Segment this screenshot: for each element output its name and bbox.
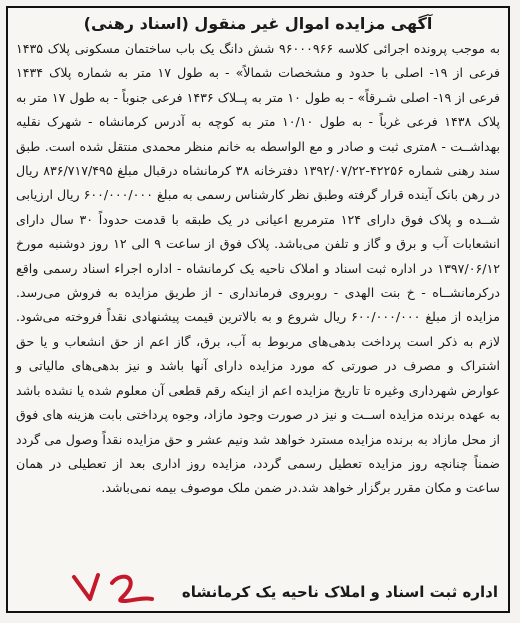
notice-body: به موجب پرونده اجرائی کلاسه ۹۶۰۰۰۹۶۶ شش دانگ یک باب ساختمان مسکونی پلاک ۱۴۳۵ فرعی از ۱۹- اصلی با حدود و مشخصات شمالاً» - به طول ۱۷ متر به شماره پلاک ۱۴۳۴ فرعی از ۱۹- اصلی شـرقاً» - به طول ۱۰ متر به پــلاک ۱۴۳۶ فرعی جنوباً - به طول ۱۷ متر به پلاک ۱۴۳۸ فرعی غرباً - به طول ۱۰/۱۰ متر به کوچه به آدرس کرمانشاه - شهرک نقلیه بهداشــت - ۸متری ثبت و صادر و مع الواسطه به خانم منظر محمدی منتقل شده است. طبق سند رهنی شماره ۴۲۲۵۶-۱۳۹۲/۰۷/۲۲ دفترخانه ۳۸ کرمانشاه درقبال مبلغ ۸۳۶/۷۱۷/۴۹۵ ریال در رهن بانک آینده قرار گرفته وطبق نظر کارشناس رسمی به مبلغ ۶۰۰/۰۰۰/۰۰۰ ریال ارزیابی شــده و پلاک فوق دارای ۱۲۴ مترمربع اعیانی در یک طبقه با قدمت حدوداً ۳۰ سال دارای انشعابات آب و برق و گاز و تلفن می‌باشد. پلاک فوق از ساعت ۹ الی ۱۲ روز دوشنبه مورخ ۱۳۹۷/۰۶/۱۲ در اداره ثبت اسناد و املاک ناحیه یک کرمانشاه - اداره اجراء اسناد رسمی واقع درکرمانشــاه - خ بنت الهدی - روبروی فرمانداری - از طریق مزایده به فروش می‌رسد. مزایده از مبلغ ۶۰۰/۰۰۰/۰۰۰ ریال شروع و به بالاترین قیمت پیشنهادی نقداً فروخته می‌شود. لازم به ذکر است پرداخت بدهی‌های مربوط به آب، برق، گاز اعم از حق انشعاب و یا حق اشتراک و مصرف در صورتی که مورد مزایده دارای آنها باشد و نیز بدهی‌های مالیاتی و عوارض شهرداری وغیره تا تاریخ مزایده اعم از اینکه رقم قطعی آن معلوم شده یا نشده باشد به عهده برنده مزایده اســت و نیز در صورت وجود مازاد، وجوه پرداختی بابت هزینه های فوق از محل مازاد به برنده مزایده مسترد خواهد شد ونیم عشر و حق مزایده نقداً وصول می گردد ضمناً چنانچه روز مزایده تعطیل رسمی گردد، مزایده روز اداری بعد از تعطیلی در همان ساعت و مکان مقرر برگزار خواهد شد.در ضمن ملک موصوف بیمه نمی‌باشد. — [16, 41, 501, 496]
issuer-name: اداره ثبت اسناد و املاک ناحیه یک کرمانشاه — [181, 583, 498, 601]
handwritten-signature-icon — [68, 567, 158, 607]
notice-title: آگهی مزایده اموال غیر منقول (اسناد رهنی) — [83, 14, 433, 33]
legal-notice — [6, 6, 510, 613]
